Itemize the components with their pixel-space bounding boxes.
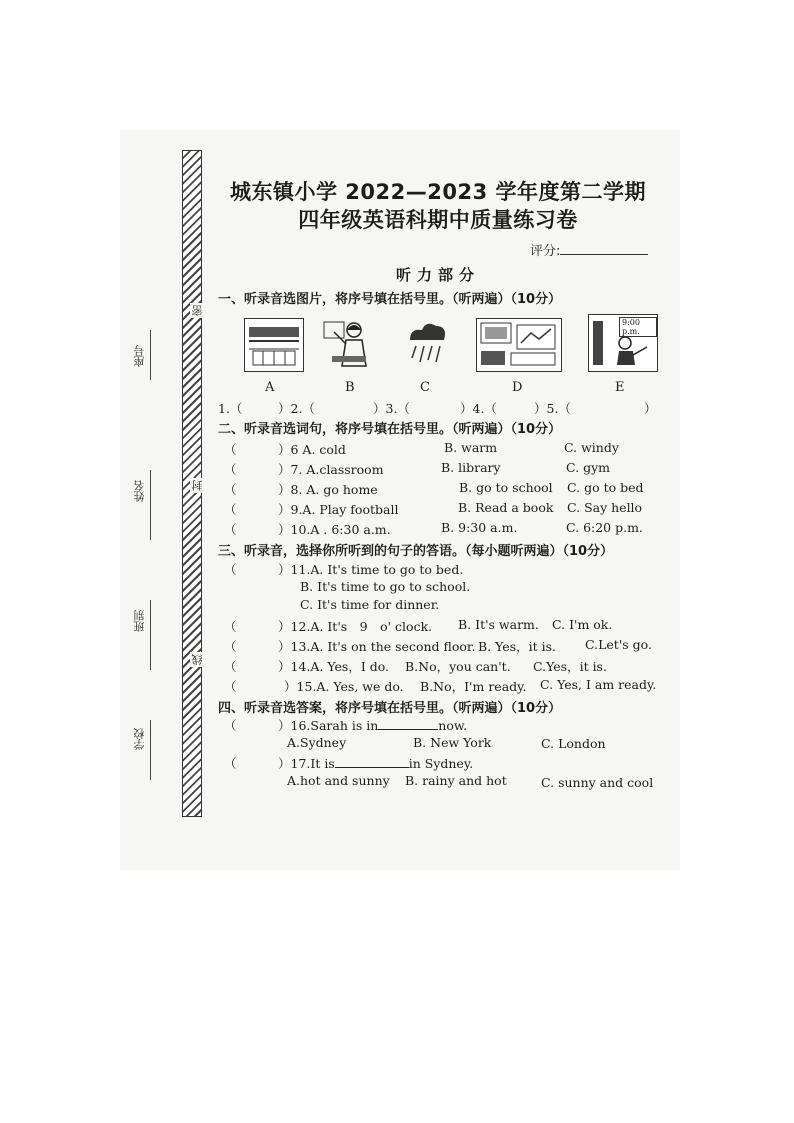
q9-option-c: C. Say hello	[567, 500, 643, 515]
q16-option-c: C. London	[541, 736, 606, 751]
q10-option-b: B. 9:30 a.m.	[441, 520, 518, 535]
picture-label-a: A	[265, 380, 275, 395]
section4-heading: 四、听录音选答案，将序号填在括号里。（听两遍）（10分）	[218, 701, 562, 716]
picture-e	[588, 314, 658, 372]
q12-option-c: C. I'm ok.	[552, 617, 613, 632]
classroom-icon	[477, 319, 561, 371]
picture-d	[476, 318, 562, 372]
q16-option-a: A.Sydney	[287, 735, 347, 750]
q16-option-b: B. New York	[413, 735, 492, 750]
answer-paren-15[interactable]: （	[224, 679, 237, 694]
answer-paren-16[interactable]: （	[224, 718, 237, 733]
section2-heading: 二、听录音选词句，将序号填在括号里。（听两遍）（10分）	[218, 422, 562, 437]
q8-option-b: B. go to school	[459, 480, 553, 495]
answer-slot-2[interactable]: ）2.（	[278, 401, 315, 416]
q17-option-c: C. sunny and cool	[541, 775, 654, 790]
clock-text: 9:00 p.m.	[619, 317, 657, 337]
section1-heading: 一、听录音选图片，将序号填在括号里。（听两遍）（10分）	[218, 292, 562, 307]
q7-option-c: C. gym	[566, 460, 610, 475]
picture-label-e: E	[615, 380, 625, 395]
q16-question	[278, 716, 467, 734]
score-blank[interactable]	[560, 242, 648, 255]
q14-option-c: C.Yes，it is.	[533, 659, 607, 674]
picture-label-d: D	[512, 380, 523, 395]
q6-option-c: C. windy	[564, 440, 619, 455]
name-line	[150, 470, 151, 540]
picture-label-c: C	[420, 380, 430, 395]
building-icon	[245, 319, 303, 371]
q11-option-a: ）11.A. It's time to go to bed.	[278, 562, 464, 577]
school-label: 学校	[133, 728, 146, 750]
q11-option-b: B. It's time to go to school.	[300, 579, 471, 594]
seat-label: 座号	[133, 345, 146, 367]
q7-option-b: B. library	[441, 460, 501, 475]
picture-a	[244, 318, 304, 372]
exam-title-line1: 城东镇小学 2022—2023 学年度第二学期	[229, 180, 646, 204]
q17-blank[interactable]	[335, 755, 409, 768]
q17-text-post: in Sydney.	[408, 756, 474, 771]
feng-mark: 封	[191, 480, 204, 491]
q8-option-c: C. go to bed	[567, 480, 644, 495]
part-title: 听力部分	[395, 266, 480, 284]
rain-cloud-icon	[404, 318, 450, 370]
picture-c	[404, 318, 450, 370]
q15-option-c: C. Yes, I am ready.	[540, 677, 657, 692]
answer-slot-3[interactable]: ）3.（	[373, 401, 410, 416]
score-label: 评分:	[530, 244, 561, 259]
q17-text-pre: ）17.It is	[278, 756, 335, 771]
answer-slot-5[interactable]: ）5.（	[534, 401, 571, 416]
answer-slot-4[interactable]: ）4.（	[460, 401, 497, 416]
name-label: 姓名	[133, 480, 146, 502]
q15-option-b: B.No，I'm ready.	[420, 679, 527, 694]
picture-b	[322, 318, 372, 370]
q15-option-a: ）15.A. Yes, we do.	[284, 679, 404, 694]
q17-option-b: B. rainy and hot	[405, 773, 507, 788]
seat-line	[150, 330, 151, 380]
q9-option-a: ）9.A. Play football	[278, 502, 399, 517]
q13-option-c: C.Let's go.	[585, 637, 652, 652]
exam-title-line2: 四年级英语科期中质量练习卷	[298, 208, 578, 232]
answer-slot-end: ）	[644, 401, 657, 416]
q17-option-a: A.hot and sunny	[287, 773, 390, 788]
q16-text-pre: ）16.Sarah is in	[278, 718, 379, 733]
teacher-icon	[322, 318, 372, 370]
q13-option-b: B. Yes，it is.	[478, 639, 556, 654]
answer-slot-1[interactable]: 1.（	[218, 401, 243, 416]
answer-paren-8[interactable]: （	[224, 482, 237, 497]
answer-paren-10[interactable]: （	[224, 522, 237, 537]
line-mark: 线	[191, 654, 204, 665]
answer-paren-14[interactable]: （	[224, 659, 237, 674]
school-line	[150, 720, 151, 780]
section3-heading: 三、听录音，选择你所听到的句子的答语。（每小题听两遍）（10分）	[218, 544, 614, 559]
answer-paren-17[interactable]: （	[224, 756, 237, 771]
q9-option-b: B. Read a book	[458, 500, 554, 515]
q12-option-b: B. It's warm.	[458, 617, 539, 632]
class-label: 班别	[133, 610, 146, 632]
q12-option-a: ）12.A. It's 9 o' clock.	[278, 619, 433, 634]
q11-option-c: C. It's time for dinner.	[300, 597, 440, 612]
answer-paren-11[interactable]: （	[224, 562, 237, 577]
answer-paren-6[interactable]: （	[224, 442, 237, 457]
q14-option-b: B.No，you can't.	[405, 659, 511, 674]
seal-mark: 密	[191, 305, 204, 316]
q13-option-a: ）13.A. It's on the second floor.	[278, 639, 476, 654]
answer-paren-12[interactable]: （	[224, 619, 237, 634]
q10-option-c: C. 6:20 p.m.	[566, 520, 643, 535]
q8-option-a: ）8. A. go home	[278, 482, 378, 497]
q16-text-post: now.	[438, 718, 468, 733]
q14-option-a: ）14.A. Yes，I do.	[278, 659, 390, 674]
q10-option-a: ）10.A . 6:30 a.m.	[278, 522, 391, 537]
answer-paren-9[interactable]: （	[224, 502, 237, 517]
q6-option-a: ）6 A. cold	[278, 442, 346, 457]
score-field	[530, 240, 648, 259]
q17-question	[278, 754, 473, 772]
class-line	[150, 600, 151, 670]
q7-option-a: ）7. A.classroom	[278, 462, 384, 477]
answer-paren-13[interactable]: （	[224, 639, 237, 654]
q6-option-b: B. warm	[444, 440, 498, 455]
answer-paren-7[interactable]: （	[224, 462, 237, 477]
q16-blank[interactable]	[378, 717, 438, 730]
picture-label-b: B	[345, 380, 355, 395]
